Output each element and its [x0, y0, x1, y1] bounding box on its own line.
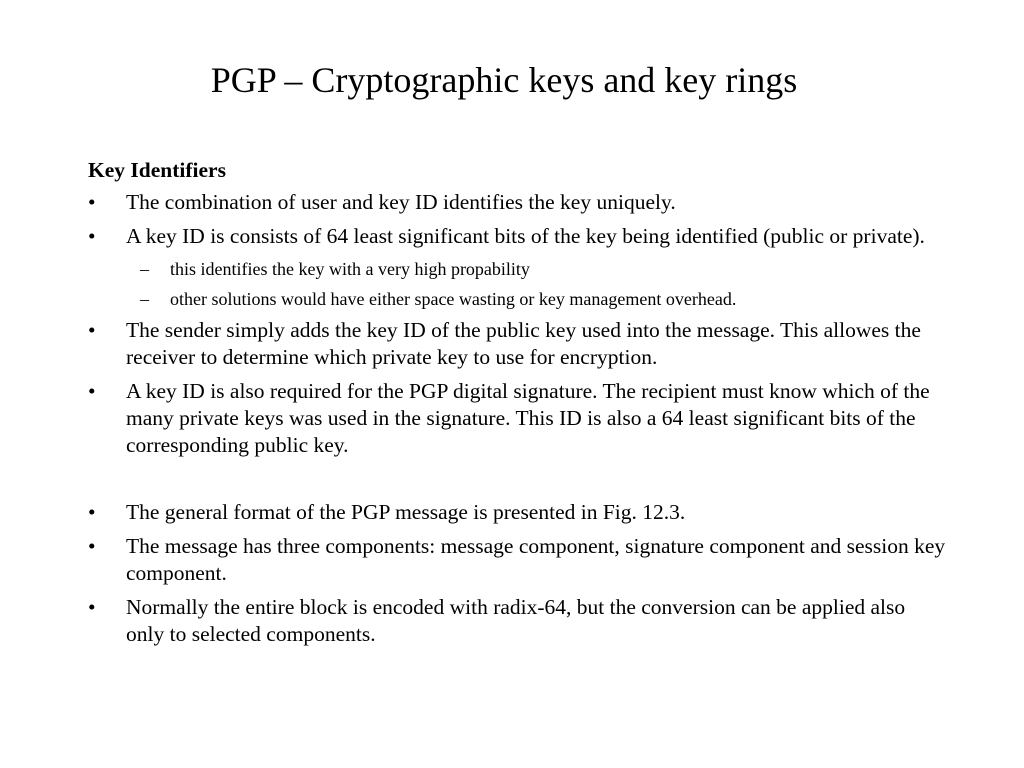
bullet-text: The combination of user and key ID identifies the key uniquely. — [126, 190, 676, 214]
section-heading: Key Identifiers — [88, 158, 226, 182]
bullet-text: The message has three components: message component, signature component and session key component. — [126, 534, 946, 585]
bullet-item — [88, 378, 948, 459]
slide-body — [88, 157, 948, 655]
bullet-marker: • — [88, 534, 96, 558]
bullet-item — [88, 189, 948, 216]
bullet-text: Normally the entire block is encoded with radix-64, but the conversion can be applied also only to selected components. — [126, 595, 906, 646]
bullet-text: The sender simply adds the key ID of the public key used into the message. This allowes the receiver to determine which private key to use for encryption. — [126, 318, 921, 369]
bullet-marker: • — [88, 379, 96, 403]
bullet-item — [88, 594, 948, 648]
bullet-item — [88, 317, 948, 371]
bullet-text: The general format of the PGP message is presented in Fig. 12.3. — [126, 500, 686, 524]
slide-title: PGP – Cryptographic keys and key rings — [210, 60, 798, 100]
bullet-item — [88, 499, 948, 526]
bullet-marker: • — [88, 190, 96, 214]
bullet-item — [88, 533, 948, 587]
sub-bullet-item — [88, 257, 948, 281]
bullet-item — [88, 223, 948, 250]
sub-bullet-item — [88, 287, 948, 311]
bullet-text: A key ID is consists of 64 least significant bits of the key being identified (public or private). — [126, 224, 925, 248]
bullet-marker: • — [88, 224, 96, 248]
bullet-text: A key ID is also required for the PGP digital signature. The recipient must know which of the many private keys was used in the signature. This ID is also a 64 least significant bits of the corresponding public key. — [126, 379, 930, 457]
bullet-marker: • — [88, 595, 96, 619]
sub-bullet-marker: – — [140, 289, 149, 309]
sub-bullet-text: other solutions would have either space wasting or key management overhead. — [170, 289, 737, 309]
sub-bullet-marker: – — [140, 259, 149, 279]
bullet-marker: • — [88, 500, 96, 524]
spacer — [88, 466, 948, 499]
bullet-marker: • — [88, 318, 96, 342]
sub-bullet-text: this identifies the key with a very high propability — [170, 259, 530, 279]
